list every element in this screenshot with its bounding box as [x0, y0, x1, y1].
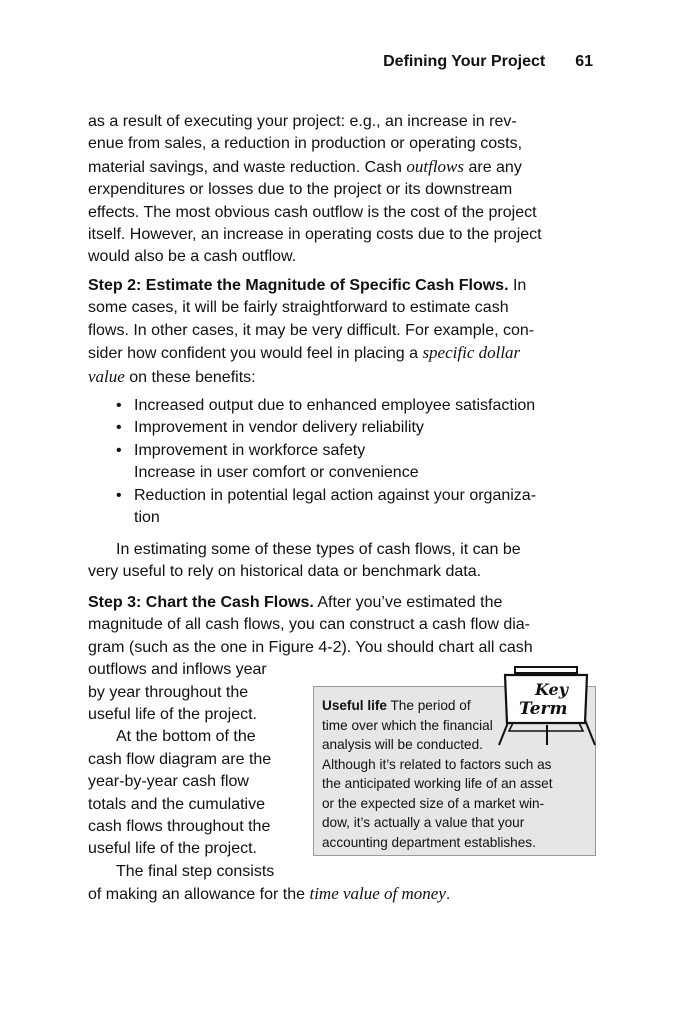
text-line: as a result of executing your project: e.g., an increase in rev-: [88, 113, 517, 130]
running-header: [88, 53, 593, 71]
text-line: [88, 342, 594, 365]
text-line: some cases, it will be fairly straightforward to estimate cash: [88, 299, 509, 317]
list-item: [116, 462, 596, 484]
benefits-list: [116, 395, 596, 529]
text-line: very useful to rely on historical data or benchmark data.: [88, 563, 482, 581]
text-run: .: [445, 886, 451, 904]
list-item: [116, 417, 596, 439]
text-line: [88, 156, 594, 179]
paragraph-historical-data: [88, 539, 594, 584]
bullet-marker: •: [116, 419, 122, 437]
text-line: flows. In other cases, it may be very difficult. For example, con-: [88, 321, 535, 339]
icon-label-key: Key: [535, 680, 569, 699]
text-line: In estimating some of these types of cash flows, it can be: [116, 541, 521, 558]
easel-top-bar: [515, 667, 577, 673]
text-line: The final step consists: [116, 862, 275, 880]
text-line: useful life of the project.: [88, 840, 257, 858]
text-run: are any: [464, 158, 522, 176]
step-2-heading: Step 2: Estimate the Magnitude of Specific Cash Flows.: [88, 277, 509, 294]
paragraph-step-2: [88, 275, 594, 389]
text-line: would also be a cash outflow.: [88, 248, 297, 266]
list-item: [116, 507, 596, 529]
header-title: Defining Your Project: [383, 53, 546, 70]
list-item-text: Increased output due to enhanced employee satisfaction: [134, 397, 536, 414]
text-line: the anticipated working life of an asset: [322, 776, 553, 791]
text-line: totals and the cumulative: [88, 795, 265, 813]
text-line: time over which the financial: [322, 717, 493, 733]
emphasis-time-value-of-money: time value of money: [309, 884, 446, 904]
list-item: [116, 395, 596, 417]
list-item-text: Improvement in vendor delivery reliability: [134, 419, 424, 437]
page-number: 61: [575, 53, 593, 70]
text-line: cash flows throughout the: [88, 818, 271, 836]
list-item-text: Reduction in potential legal action against your organiza-: [134, 486, 537, 504]
step-3-heading: Step 3: Chart the Cash Flows.: [88, 594, 314, 611]
text-line: [88, 592, 594, 614]
text-line: cash flow diagram are the: [88, 750, 272, 768]
text-run: on these benefits:: [124, 368, 256, 386]
text-run: sider how confident you would feel in placing a: [88, 345, 423, 363]
text-line: year-by-year cash flow: [88, 773, 249, 791]
text-line: outflows and inflows year: [88, 661, 267, 679]
text-line: [88, 366, 594, 389]
text-line: [88, 883, 594, 906]
text-run: of making an allowance for the: [88, 886, 310, 904]
text-line: useful life of the project.: [88, 706, 257, 724]
text-line: gram (such as the one in Figure 4-2). You should chart all cash: [88, 638, 533, 656]
emphasis-specific-dollar: specific dollar: [422, 343, 521, 363]
paragraph-cash-outflows: [88, 111, 594, 269]
icon-label-term: Term: [519, 699, 568, 719]
text-line: enue from sales, a reduction in production or operating costs,: [88, 135, 523, 153]
list-item: [116, 485, 596, 507]
text-line: [88, 275, 594, 297]
bullet-marker: •: [116, 486, 122, 504]
text-line: dow, it’s actually a value that your: [322, 815, 525, 830]
text-line: by year throughout the: [88, 683, 249, 701]
bullet-marker: •: [116, 397, 122, 414]
text-line: Although it’s related to factors such as: [322, 756, 552, 772]
bullet-marker: •: [116, 441, 122, 459]
key-term-icon: [495, 665, 597, 747]
text-line: effects. The most obvious cash outflow is the cost of the project: [88, 203, 537, 221]
text-run: The period of: [386, 698, 471, 713]
text-line: itself. However, an increase in operating costs due to the project: [88, 226, 542, 244]
list-item-text: tion: [134, 509, 160, 527]
text-line: At the bottom of the: [116, 728, 256, 746]
text-line: magnitude of all cash flows, you can construct a cash flow dia-: [88, 616, 530, 634]
list-item-text: Improvement in workforce safety: [134, 441, 366, 459]
text-line: analysis will be conducted.: [322, 737, 483, 752]
list-item: [116, 440, 596, 462]
callout-term: Useful life: [322, 698, 387, 713]
text-line: accounting department establishes.: [322, 834, 536, 850]
text-run: material savings, and waste reduction. Cash: [88, 158, 407, 176]
text-run: After you’ve estimated the: [313, 594, 503, 611]
text-line: or the expected size of a market win-: [322, 795, 545, 811]
list-item-text: Increase in user comfort or convenience: [134, 464, 419, 482]
easel-leg-right: [585, 720, 595, 745]
text-run: In: [508, 277, 527, 294]
text-line: erxpenditures or losses due to the project or its downstream: [88, 181, 513, 199]
emphasis-outflows: outflows: [406, 156, 465, 176]
emphasis-value: value: [88, 366, 125, 386]
